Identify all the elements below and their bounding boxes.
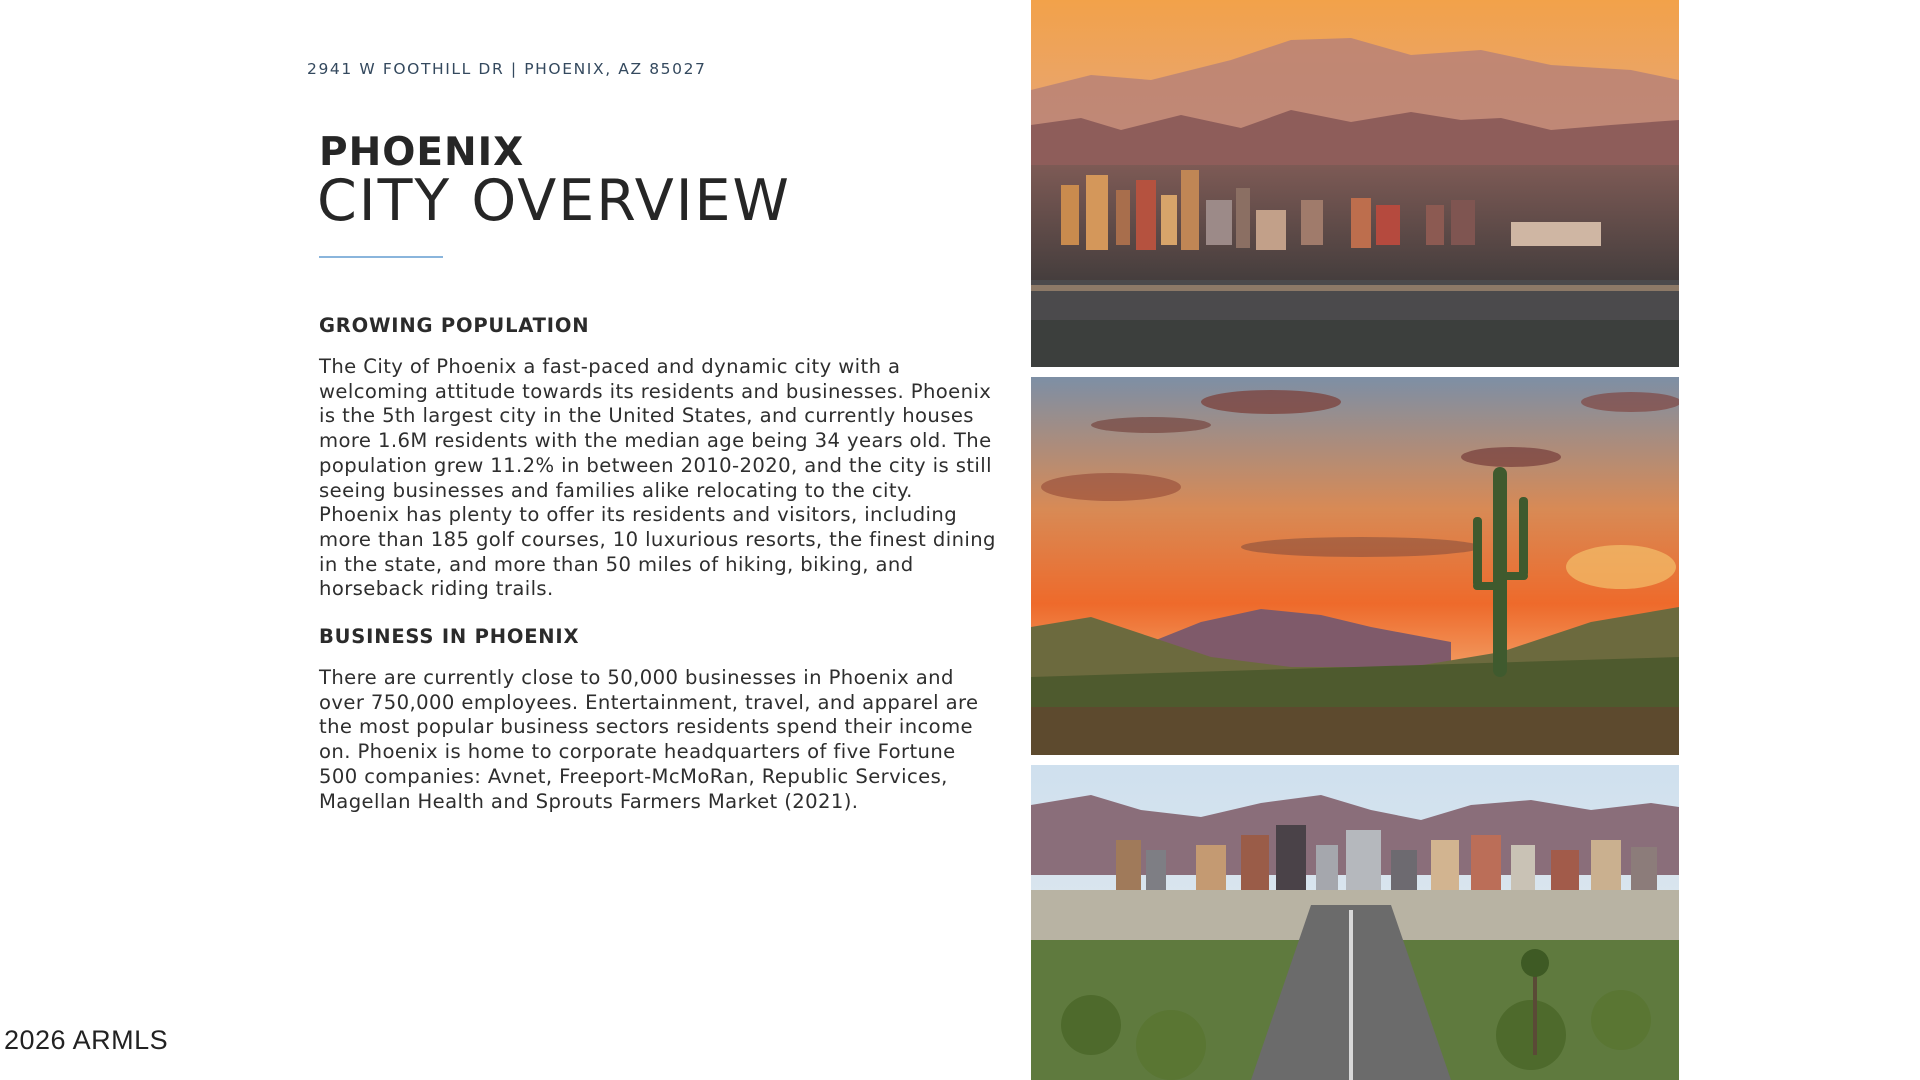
skyline-sunset-photo [1031,0,1679,367]
copyright-notice: 2026 ARMLS [4,1025,169,1055]
desert-saguaro-sunset-photo [1031,377,1679,755]
section-heading: BUSINESS IN PHOENIX [319,625,580,648]
page-title-city: PHOENIX [319,130,525,175]
title-divider [319,256,443,258]
section-heading: GROWING POPULATION [319,314,590,337]
section-business [319,625,999,814]
page-title-overview: CITY OVERVIEW [317,168,791,234]
section-growing-population [319,314,999,602]
downtown-avenue-photo [1031,765,1679,1080]
section-body: The City of Phoenix a fast-paced and dynamic city with a welcoming attitude towards its residents and businesses. Phoenix is the 5th largest city in the United States, and currently houses more 1.6M residents with the median age being 34 years old. The population grew 11.2% in between 2010-2020, and the city is still seeing businesses and families alike relocating to the city. Phoenix has plenty to offer its residents and visitors, including more than 185 golf courses, 10 luxurious resorts, the finest dining in the state, and more than 50 miles of hiking, biking, and horseback riding trails. [319,355,996,601]
section-body: There are currently close to 50,000 businesses in Phoenix and over 750,000 employees. Entertainment, travel, and apparel are the most popular business sectors residents spend their income on. Phoenix is home to corporate headquarters of five Fortune 500 companies: Avnet, Freeport-McMoRan, Republic Services, Magellan Health and Sprouts Farmers Market (2021). [319,666,979,813]
property-address: 2941 W FOOTHILL DR | PHOENIX, AZ 85027 [307,60,707,78]
